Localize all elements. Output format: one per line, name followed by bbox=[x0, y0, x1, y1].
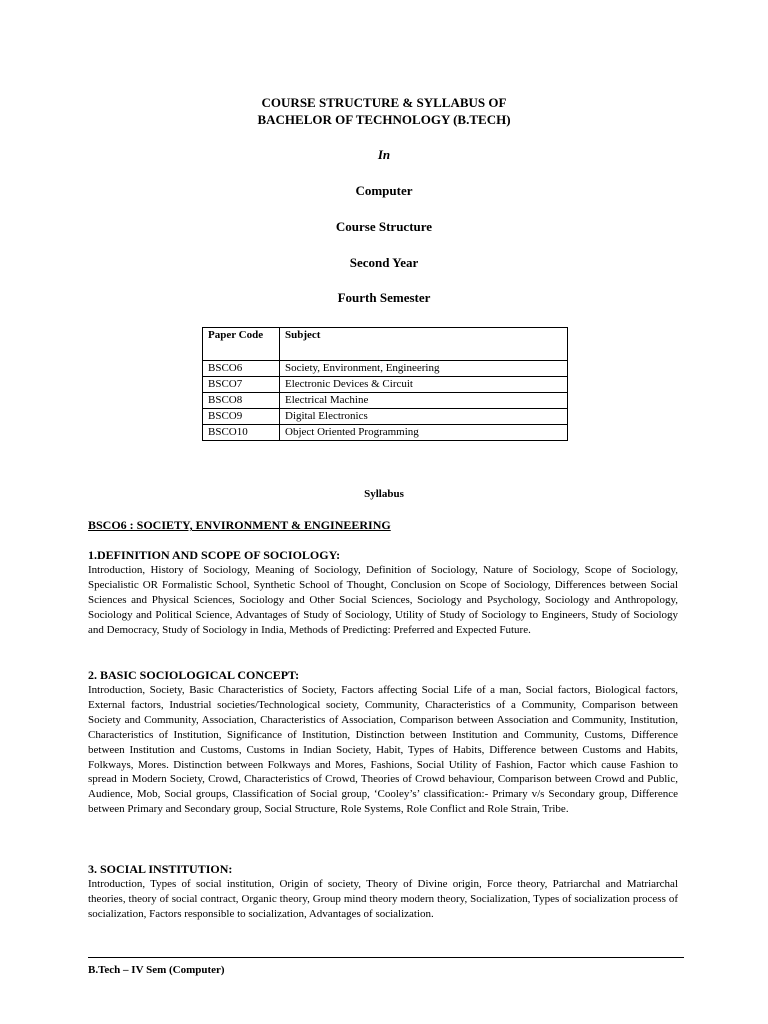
unit-heading: 3. SOCIAL INSTITUTION: bbox=[88, 862, 233, 876]
subject-cell: Electrical Machine bbox=[280, 393, 568, 409]
paper-code-cell: BSCO8 bbox=[203, 393, 280, 409]
subject-cell: Society, Environment, Engineering bbox=[280, 361, 568, 377]
page-footer: B.Tech – IV Sem (Computer) bbox=[88, 964, 225, 976]
unit-3 bbox=[88, 862, 678, 922]
table-row bbox=[203, 361, 568, 377]
section-title: BSCO6 : SOCIETY, ENVIRONMENT & ENGINEERING bbox=[88, 518, 391, 532]
table-row bbox=[203, 377, 568, 393]
unit-1 bbox=[88, 548, 678, 638]
subject-cell: Object Oriented Programming bbox=[280, 425, 568, 441]
course-structure-label: Course Structure bbox=[335, 219, 433, 234]
title-line-2: BACHELOR OF TECHNOLOGY (B.TECH) bbox=[257, 112, 511, 127]
paper-code-cell: BSCO6 bbox=[203, 361, 280, 377]
title-line-1: COURSE STRUCTURE & SYLLABUS OF bbox=[261, 95, 507, 110]
subject-cell: Electronic Devices & Circuit bbox=[280, 377, 568, 393]
subject-cell: Digital Electronics bbox=[280, 409, 568, 425]
table-header-row bbox=[203, 328, 568, 361]
unit-body: Introduction, Types of social institution, Origin of society, Theory of Divine origin, Force theory, Patriarchal and Matriarchal theories, theory of social contract, Organic theory, Group mind theory modern theory, Socialization, Types of socialization process of socialization, Factors responsible to socialization, Advantages of socialization. bbox=[88, 878, 678, 920]
table-row bbox=[203, 425, 568, 441]
footer-divider bbox=[88, 957, 684, 958]
unit-heading: 1.DEFINITION AND SCOPE OF SOCIOLOGY: bbox=[88, 548, 341, 562]
unit-heading: 2. BASIC SOCIOLOGICAL CONCEPT: bbox=[88, 668, 300, 682]
paper-code-cell: BSCO9 bbox=[203, 409, 280, 425]
in-label: In bbox=[377, 147, 391, 162]
paper-code-header: Paper Code bbox=[203, 328, 280, 361]
unit-2 bbox=[88, 668, 678, 817]
unit-body: Introduction, History of Sociology, Meaning of Sociology, Definition of Sociology, Nature of Sociology, Scope of Sociology, Specialistic OR Formalistic School, Synthetic School of Thought, Conclusion on Scope of Sociology, Differences between Social Sciences and Physical Sciences, Sociology and Other Social Sciences, Sociology and Psychology, Sociology and Anthropology, Sociology and Political Science, Advantages of Study of Sociology, Utility of Study of Sociology to Engineers, Study of Sociology and Democracy, Study of Sociology in India, Methods of Predicting: Preferred and Expected Future. bbox=[88, 564, 678, 636]
table-row bbox=[203, 393, 568, 409]
branch-label: Computer bbox=[355, 183, 413, 198]
subject-header: Subject bbox=[280, 328, 568, 361]
year-label: Second Year bbox=[349, 255, 419, 270]
semester-label: Fourth Semester bbox=[337, 290, 431, 305]
subject-table bbox=[202, 327, 568, 441]
paper-code-cell: BSCO10 bbox=[203, 425, 280, 441]
syllabus-heading: Syllabus bbox=[364, 488, 404, 500]
paper-code-cell: BSCO7 bbox=[203, 377, 280, 393]
table-row bbox=[203, 409, 568, 425]
unit-body: Introduction, Society, Basic Characteristics of Society, Factors affecting Social Life of a man, Social factors, Biological factors, External factors, Industrial societies/Technological society, Community, Characteristics of a Community, Comparison between Society and Community, Association, Characteristics of Association, Comparison between Association and Community, Institution, Characteristics of Institution, Significance of Institution, Distinction between Institution and Community, Customs, Difference between Institution and Customs, Customs in Indian Society, Habit, Types of Habits, Difference between Customs and Habits, Folkways, Mores. Distinction between Folkways and Mores, Fashions, Social Utility of Fashion, Factor which cause Fashion to spread in Modern Society, Crowd, Characteristics of Crowd, Theories of Crowd behaviour, Comparison between Crowd and Public, Audience, Mob, Social groups, Classification of Social group, ‘Cooley’s’ classification:- Primary v/s Secondary group, Difference between Primary and Secondary group, Social Structure, Role Systems, Role Conflict and Role Strain, Tribe. bbox=[88, 684, 678, 816]
